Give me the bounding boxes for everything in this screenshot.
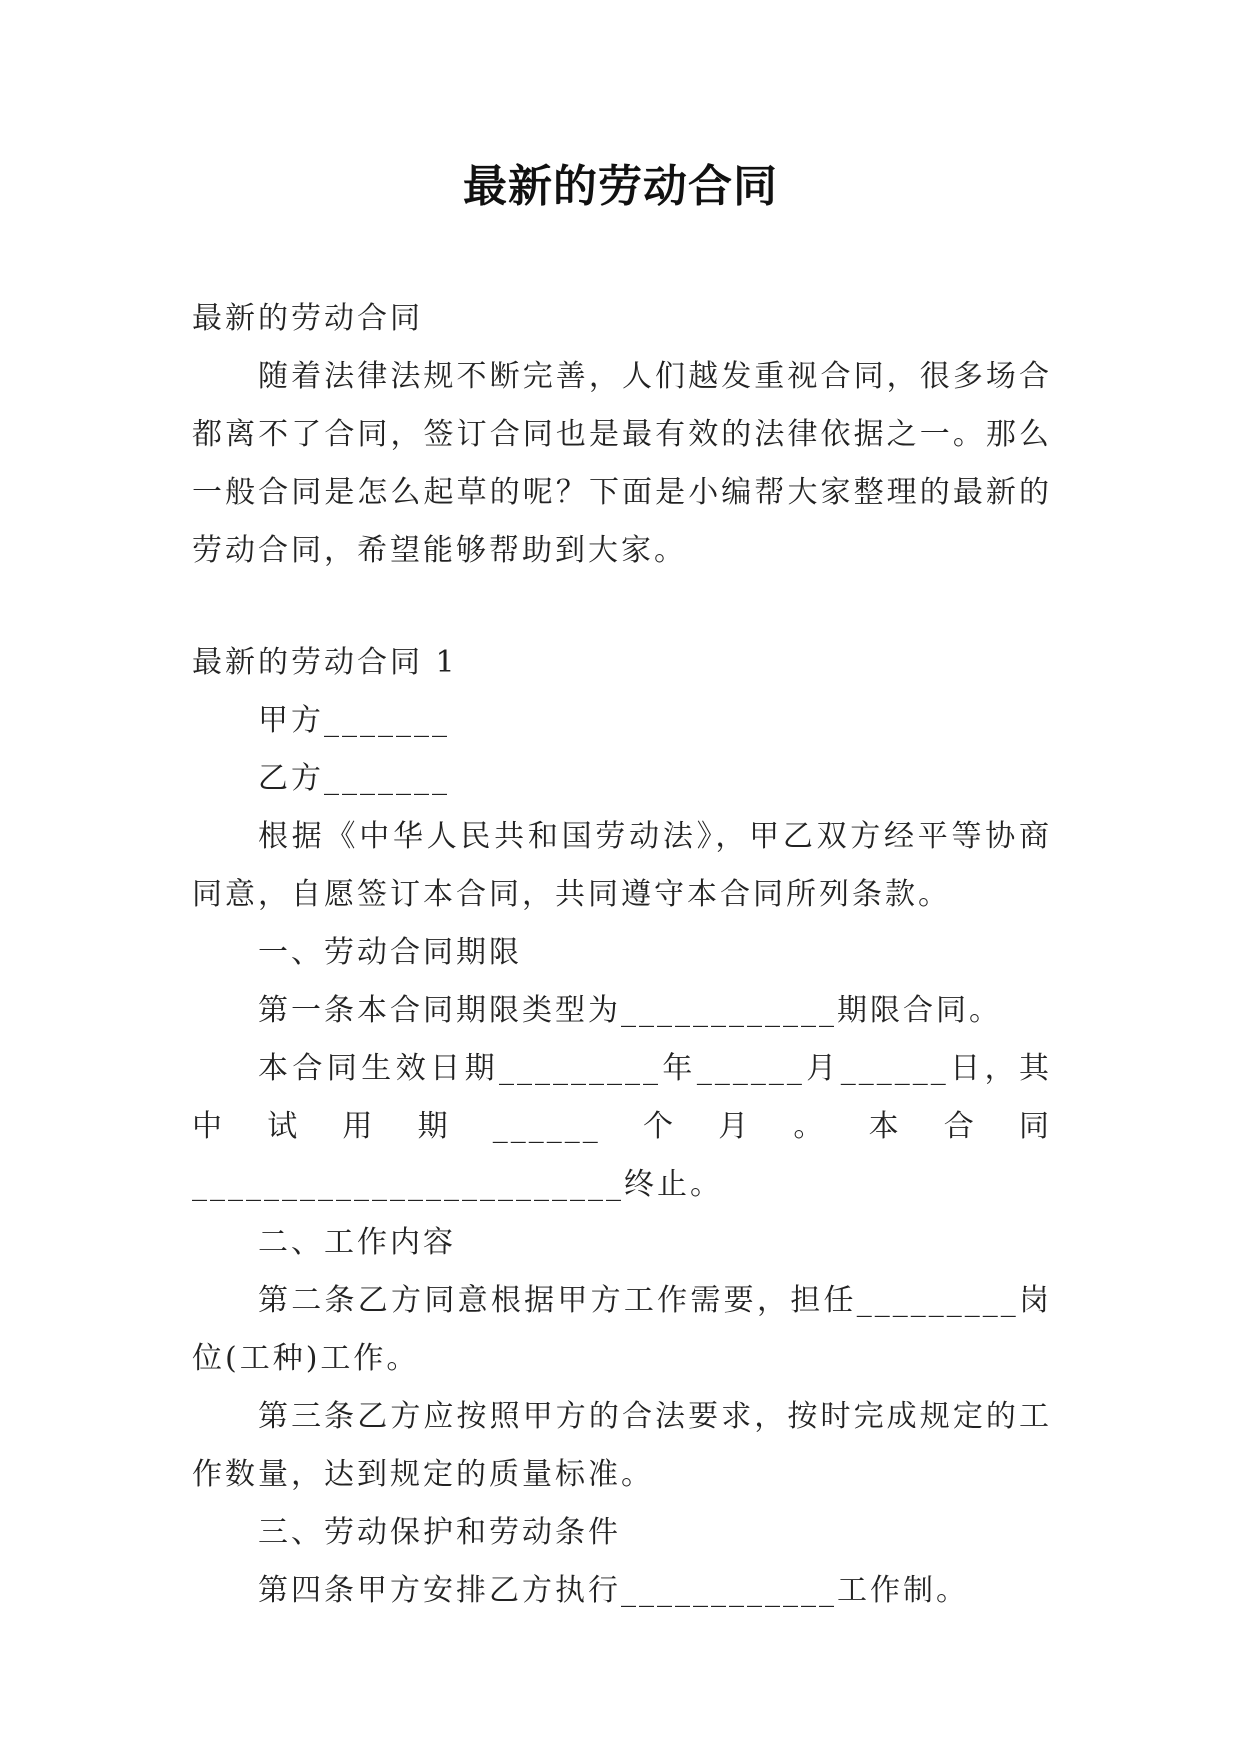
article-1: 第一条本合同期限类型为____________期限合同。 [258,993,1002,1028]
basis-paragraph: 根据《中华人民共和国劳动法》，甲乙双方经平等协商同意，自愿签订本合同，共同遵守本合同所列条款。 [192,819,1052,912]
chapter-heading-protection: 三、劳动保护和劳动条件 [258,1515,621,1550]
document-body [192,290,1052,1620]
article-4: 第四条甲方安排乙方执行____________工作制。 [258,1573,969,1608]
chapter-heading-work: 二、工作内容 [258,1225,456,1260]
party-a-line: 甲方_______ [258,703,450,738]
section-heading: 最新的劳动合同 1 [192,645,458,680]
paragraph-gap [192,580,1052,634]
party-b-line: 乙方_______ [258,761,450,796]
article-2: 第二条乙方同意根据甲方工作需要，担任_________岗位(工种)工作。 [192,1283,1052,1376]
article-3: 第三条乙方应按照甲方的合法要求，按时完成规定的工作数量，达到规定的质量标准。 [192,1399,1052,1492]
document-title: 最新的劳动合同 [463,161,778,212]
chapter-heading-term: 一、劳动合同期限 [258,935,522,970]
intro-paragraph: 随着法律法规不断完善，人们越发重视合同，很多场合都离不了合同，签订合同也是最有效的法律依据之一。那么一般合同是怎么起草的呢？下面是小编帮大家整理的最新的劳动合同，希望能够帮助到大家。 [192,359,1052,568]
effective-date-paragraph: 本合同生效日期_________年______月______日，其中试用期______个月。本合同________________________终止。 [192,1051,1052,1202]
document-subtitle: 最新的劳动合同 [192,301,423,336]
